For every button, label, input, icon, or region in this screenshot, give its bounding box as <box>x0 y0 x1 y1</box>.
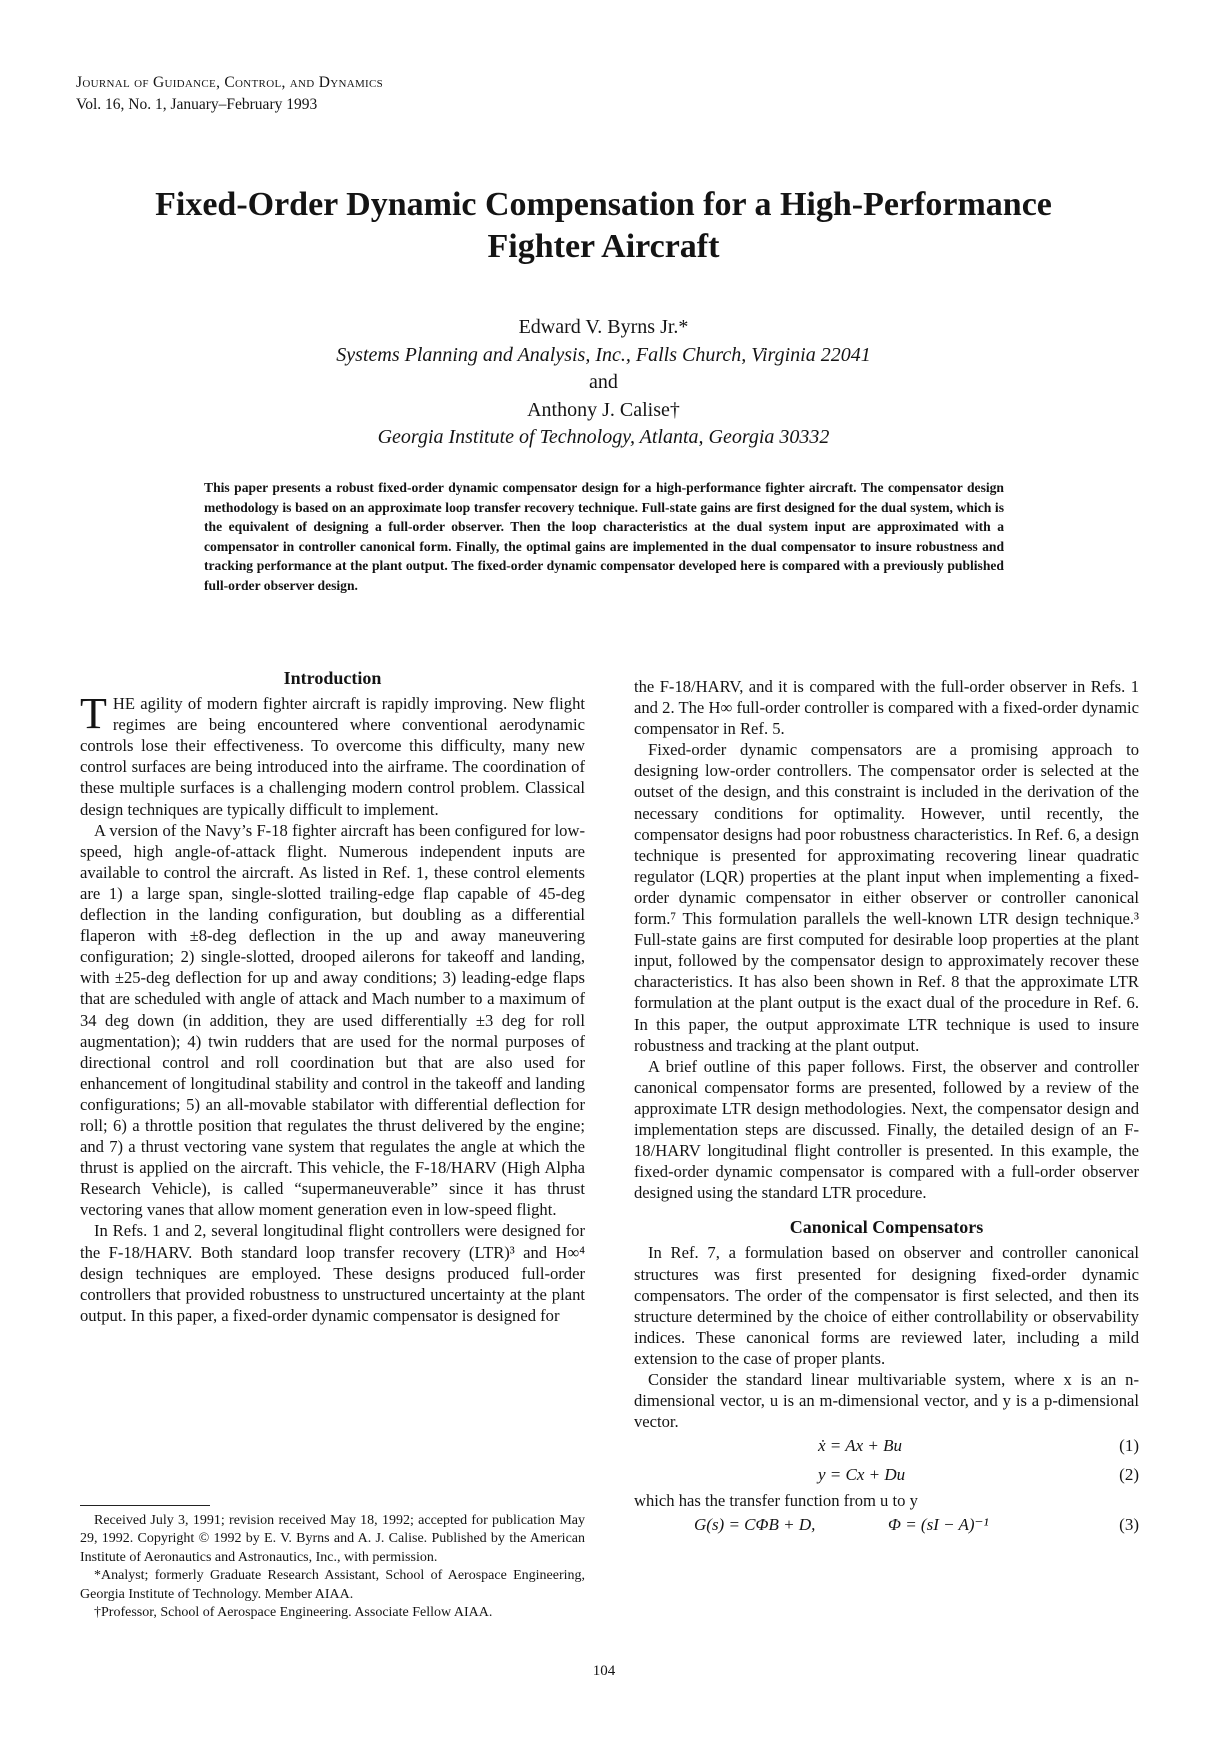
footnote-author-2: †Professor, School of Aerospace Engineering. Associate Fellow AIAA. <box>94 1605 493 1621</box>
equation-2-number: (2) <box>1119 1465 1139 1485</box>
equation-1-number: (1) <box>1119 1436 1139 1456</box>
intro-paragraph-5: Fixed-order dynamic compensators are a promising approach to designing low-order controllers. The compensator order is selected at the outset of the design, and this constraint is included in the derivation of the necessary conditions for optimality. However, until recently, the compensator designs had poor robustness characteristics. In Ref. 6, a design technique is presented for approximating recovering linear quadratic regulator (LQR) properties at the plant input when implementing a fixed-order dynamic compensator in either observer or controller canonical form.⁷ This formulation parallels the well-known LTR design technique.³ Full-state gains are first computed for desirable loop properties at the plant input, followed by the compensator design to approximately recover these characteristics. It has also been shown in Ref. 8 that the approximate LTR formulation at the plant output is the exact dual of the procedure in Ref. 6. In this paper, the output approximate LTR technique is used to insure robustness and tracking at the plant output. <box>634 740 1139 1055</box>
footnote-author-1: *Analyst; formerly Graduate Research Assistant, School of Aerospace Engineering, Georgia Institute of Technology. Member AIAA. <box>80 1568 585 1602</box>
footnotes <box>80 1505 585 1622</box>
intro-paragraph-4: the F-18/HARV, and it is compared with the full-order observer in Refs. 1 and 2. The H∞ full-order controller is compared with a fixed-order dynamic compensator in Ref. 5. <box>634 677 1139 739</box>
title-line-2: Fighter Aircraft <box>487 228 720 265</box>
equation-3 <box>634 1511 1139 1540</box>
equation-1 <box>634 1432 1139 1461</box>
equation-2 <box>634 1461 1139 1490</box>
drop-cap: T <box>80 689 107 739</box>
intro-paragraph-1 <box>80 689 585 820</box>
canonical-paragraph-1: In Ref. 7, a formulation based on observer and controller canonical structures was first presented for designing fixed-order dynamic compensators. The order of the compensator is first selected, and then its structure determined by the choice of either controllability or observability indices. These canonical forms are reviewed later, including a mild extension to the case of proper plants. <box>634 1243 1139 1368</box>
journal-header <box>76 72 383 116</box>
left-column <box>80 668 585 1326</box>
right-column <box>634 676 1139 1540</box>
footnote-received: Received July 3, 1991; revision received May 18, 1992; accepted for publication May 29, 1992. Copyright © 1992 by E. V. Byrns and A. J. Calise. Published by the American Institute of Aeronautics and Astronautics, Inc., with permission. <box>80 1513 585 1565</box>
section-heading-canonical: Canonical Compensators <box>789 1217 984 1238</box>
equation-2-expression: y = Cx + Du <box>818 1465 906 1485</box>
equation-3-number: (3) <box>1119 1515 1139 1535</box>
author-block <box>60 314 1147 452</box>
canonical-paragraph-2: Consider the standard linear multivariable system, where x is an n-dimensional vector, u is an m-dimensional vector, and y is a p-dimensional vector. <box>634 1370 1139 1432</box>
title-line-1: Fixed-Order Dynamic Compensation for a High-Performance <box>155 186 1052 223</box>
paper-title <box>60 184 1147 268</box>
equation-3-expression-b: Φ = (sI − A)⁻¹ <box>888 1515 989 1535</box>
page-number: 104 <box>592 1663 616 1679</box>
affiliation-1: Systems Planning and Analysis, Inc., Falls Church, Virginia 22041 <box>336 343 871 366</box>
abstract: This paper presents a robust fixed-order dynamic compensator design for a high-performance fighter aircraft. The compensator design methodology is based on an approximate loop transfer recovery technique. Full-state gains are first designed for the dual system, which is the equivalent of designing a full-order observer. Then the loop characteristics at the dual system input are approximated with a compensator in controller canonical form. Finally, the optimal gains are implemented in the dual compensator to insure robustness and tracking performance at the plant output. The fixed-order dynamic compensator developed here is compared with a previously published full-order observer design. <box>204 480 1004 593</box>
journal-volume: Vol. 16, No. 1, January–February 1993 <box>76 96 318 113</box>
journal-name: Journal of Guidance, Control, and Dynamics <box>76 74 384 91</box>
intro-paragraph-6: A brief outline of this paper follows. First, the observer and controller canonical compensator forms are presented, followed by a review of the approximate LTR design methodologies. Next, the compensator design and implementation steps are discussed. Finally, the detailed design of an F-18/HARV longitudinal flight controller is presented. In this example, the fixed-order dynamic compensator is compared with a full-order observer designed using the standard LTR procedure. <box>634 1056 1139 1203</box>
author-1: Edward V. Byrns Jr.* <box>518 316 689 338</box>
footnote-rule <box>80 1505 210 1506</box>
equation-1-expression: ẋ = Ax + Bu <box>818 1436 902 1456</box>
author-separator: and <box>589 371 618 393</box>
author-2: Anthony J. Calise† <box>527 398 680 421</box>
intro-paragraph-2: A version of the Navy’s F-18 fighter aircraft has been configured for low-speed, high angle-of-attack flight. Numerous independent inputs are available to control the aircraft. As listed in Ref. 1, these control elements are 1) a large span, single-slotted trailing-edge flap capable of 45-deg deflection in the landing configuration, but doubling as a differential flaperon with ±8-deg deflection in the up and away maneuvering configuration; 2) single-slotted, drooped ailerons for takeoff and landing, with ±25-deg deflection for up and away conditions; 3) leading-edge flaps that are scheduled with angle of attack and Mach number to a maximum of 34 deg down (in addition, they are used differentially ±3 deg for roll augmentation); 4) twin rudders that are used for the normal purposes of directional control and roll coordination but that are also used for enhancement of longitudinal stability and control in the takeoff and landing configurations; 5) an all-movable stabilator with differential deflection for roll; 6) a throttle position that regulates the thrust delivered by the engine; and 7) a thrust vectoring vane system that regulates the angle at which the thrust is applied on the aircraft. This vehicle, the F-18/HARV (High Alpha Research Vehicle), is called “supermaneuverable” since it has thrust vectoring vanes that allow moment generation even in low-speed flight. <box>80 820 585 1220</box>
canonical-paragraph-3: which has the transfer function from u to y <box>634 1491 918 1511</box>
section-heading-introduction: Introduction <box>283 668 382 688</box>
affiliation-2: Georgia Institute of Technology, Atlanta, Georgia 30332 <box>377 426 830 448</box>
intro-paragraph-1-text: HE agility of modern fighter aircraft is rapidly improving. New flight regimes are being encountered where conventional aerodynamic controls lose their effectiveness. To overcome this difficulty, many new control surfaces are being introduced into the airframe. The coordination of these multiple surfaces is a challenging modern control problem. Classical design techniques are typically difficult to implement. <box>80 694 585 819</box>
intro-paragraph-3: In Refs. 1 and 2, several longitudinal flight controllers were designed for the F-18/HARV. Both standard loop transfer recovery (LTR)³ and H∞⁴ design techniques are employed. These designs produced full-order controllers that provided robustness to unstructured uncertainty at the plant output. In this paper, a fixed-order dynamic compensator is designed for <box>80 1221 585 1325</box>
equation-3-expression-a: G(s) = CΦB + D, <box>694 1515 816 1535</box>
